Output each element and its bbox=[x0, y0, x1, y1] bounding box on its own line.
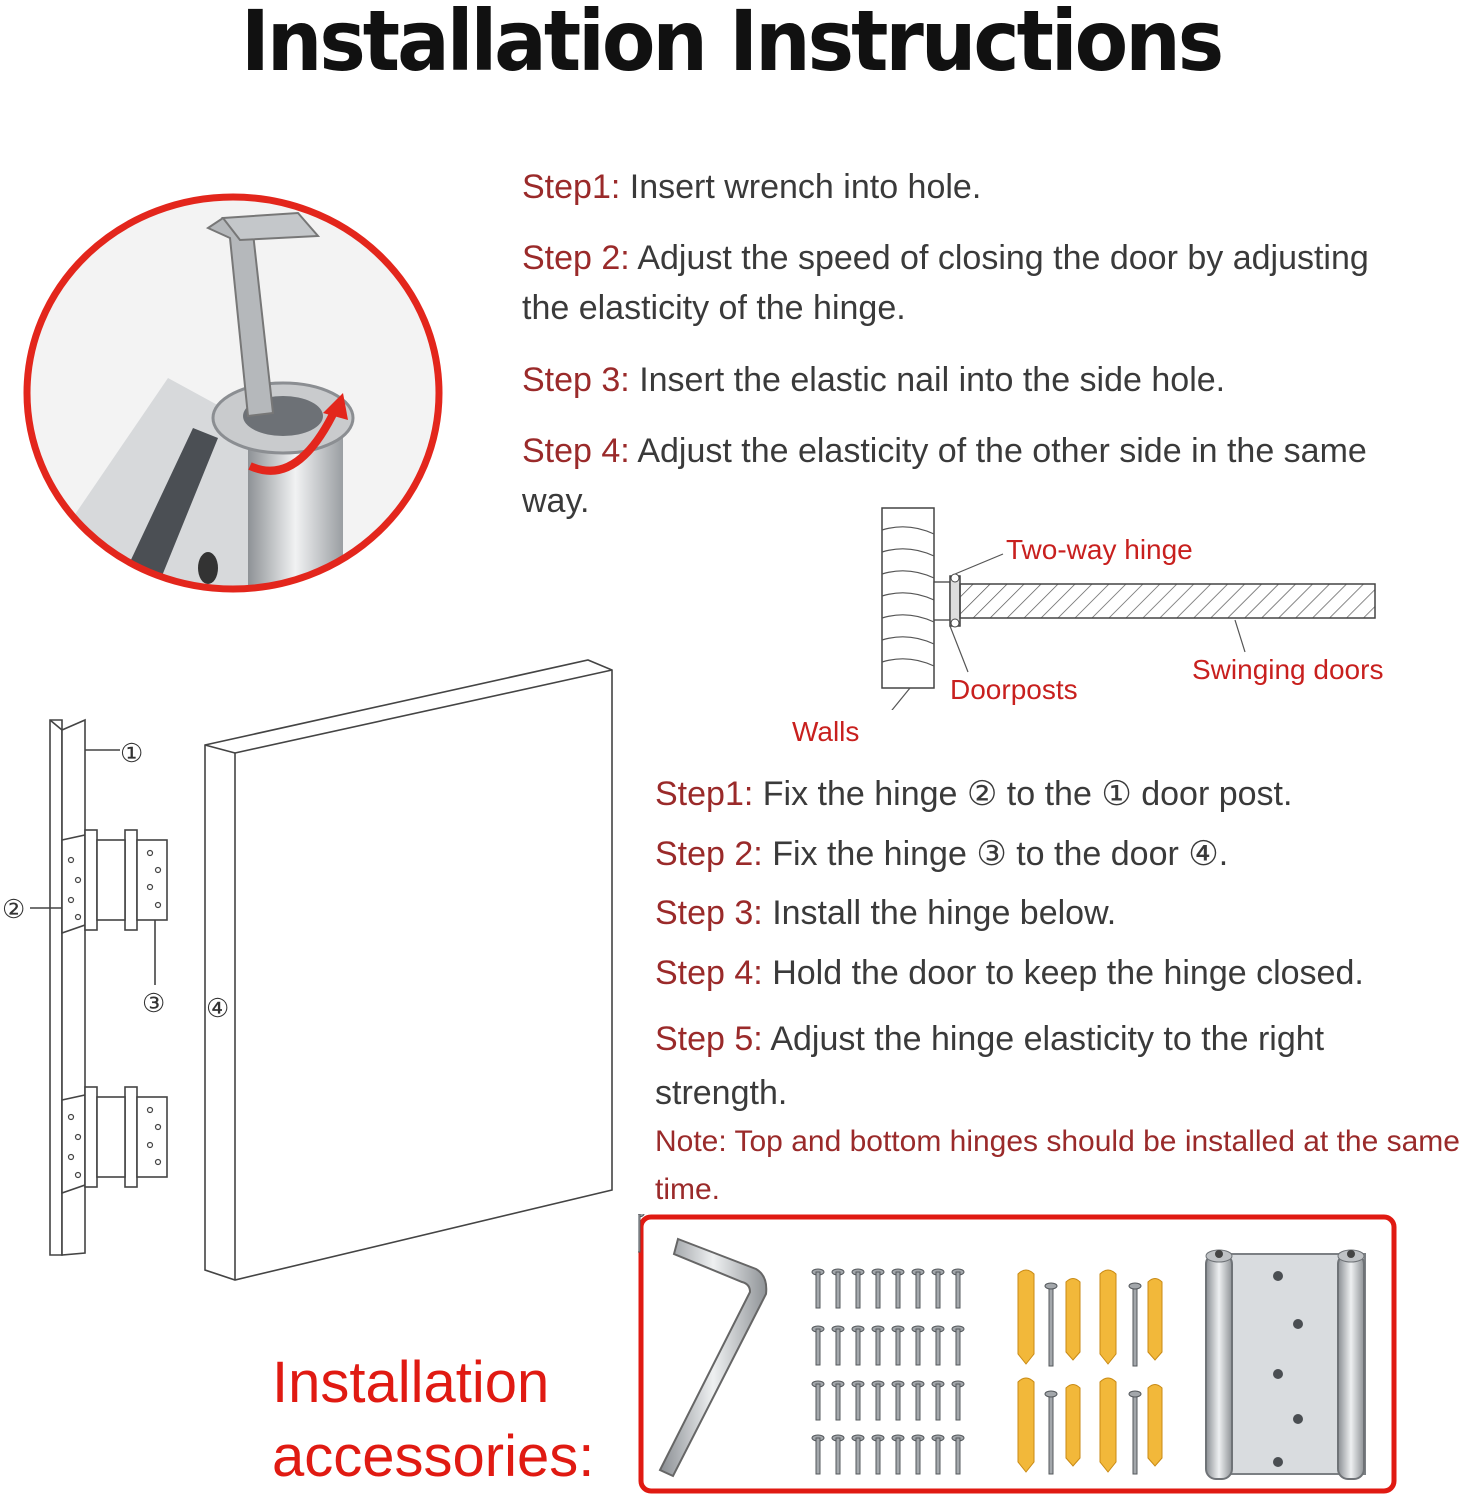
bottom-step-3 bbox=[655, 888, 1445, 938]
step-text: Adjust the speed of closing the door by adjusting the elasticity of the hinge. bbox=[522, 239, 1369, 327]
top-step-1 bbox=[522, 162, 1402, 212]
door-installation-drawing bbox=[0, 655, 625, 1285]
callout-4: ④ bbox=[206, 993, 230, 1023]
step-label: Step 2: bbox=[522, 239, 630, 277]
callout-1: ① bbox=[120, 738, 144, 768]
step-label: Step 4: bbox=[655, 954, 763, 992]
bottom-step-5 bbox=[655, 1012, 1415, 1120]
step-label: Step1: bbox=[655, 775, 754, 813]
callout-3: ③ bbox=[142, 988, 166, 1018]
step-text: Hold the door to keep the hinge closed. bbox=[762, 954, 1364, 992]
label-walls: Walls bbox=[792, 716, 860, 747]
callout-2: ② bbox=[2, 894, 26, 924]
step-label: Step 2: bbox=[655, 835, 763, 873]
step-text: Fix the hinge ② to the ① door post. bbox=[753, 775, 1293, 813]
bottom-step-1 bbox=[655, 769, 1445, 819]
step-text: Adjust the hinge elasticity to the right strength. bbox=[655, 1020, 1325, 1112]
step-label: Step 4: bbox=[522, 432, 630, 470]
label-two-way-hinge: Two-way hinge bbox=[1006, 534, 1193, 565]
accessories-panel bbox=[638, 1214, 1398, 1496]
step-label: Step 5: bbox=[655, 1020, 763, 1058]
page-title: Installation Instructions bbox=[240, 0, 1222, 91]
label-swinging-doors: Swinging doors bbox=[1192, 654, 1384, 685]
top-step-2 bbox=[522, 233, 1402, 333]
top-step-3 bbox=[522, 355, 1402, 405]
step-text: Insert wrench into hole. bbox=[620, 168, 982, 206]
step-label: Step1: bbox=[522, 168, 621, 206]
label-doorposts: Doorposts bbox=[950, 674, 1078, 705]
bottom-step-2 bbox=[655, 829, 1445, 879]
step-label: Step 3: bbox=[655, 894, 763, 932]
spring-hinge-icon bbox=[1206, 1250, 1365, 1479]
bottom-step-4 bbox=[655, 948, 1445, 998]
step-text: Fix the hinge ③ to the door ④. bbox=[762, 835, 1229, 873]
step-text: Install the hinge below. bbox=[762, 894, 1117, 932]
step-text: Adjust the elasticity of the other side in the same way. bbox=[522, 432, 1367, 520]
install-note: Note: Top and bottom hinges should be installed at the same time. bbox=[655, 1125, 1460, 1206]
step-label: Step 3: bbox=[522, 361, 630, 399]
wrench-closeup-image bbox=[18, 188, 448, 598]
accessories-title: Installation accessories: bbox=[272, 1350, 595, 1489]
step-text: Insert the elastic nail into the side hole. bbox=[629, 361, 1226, 399]
